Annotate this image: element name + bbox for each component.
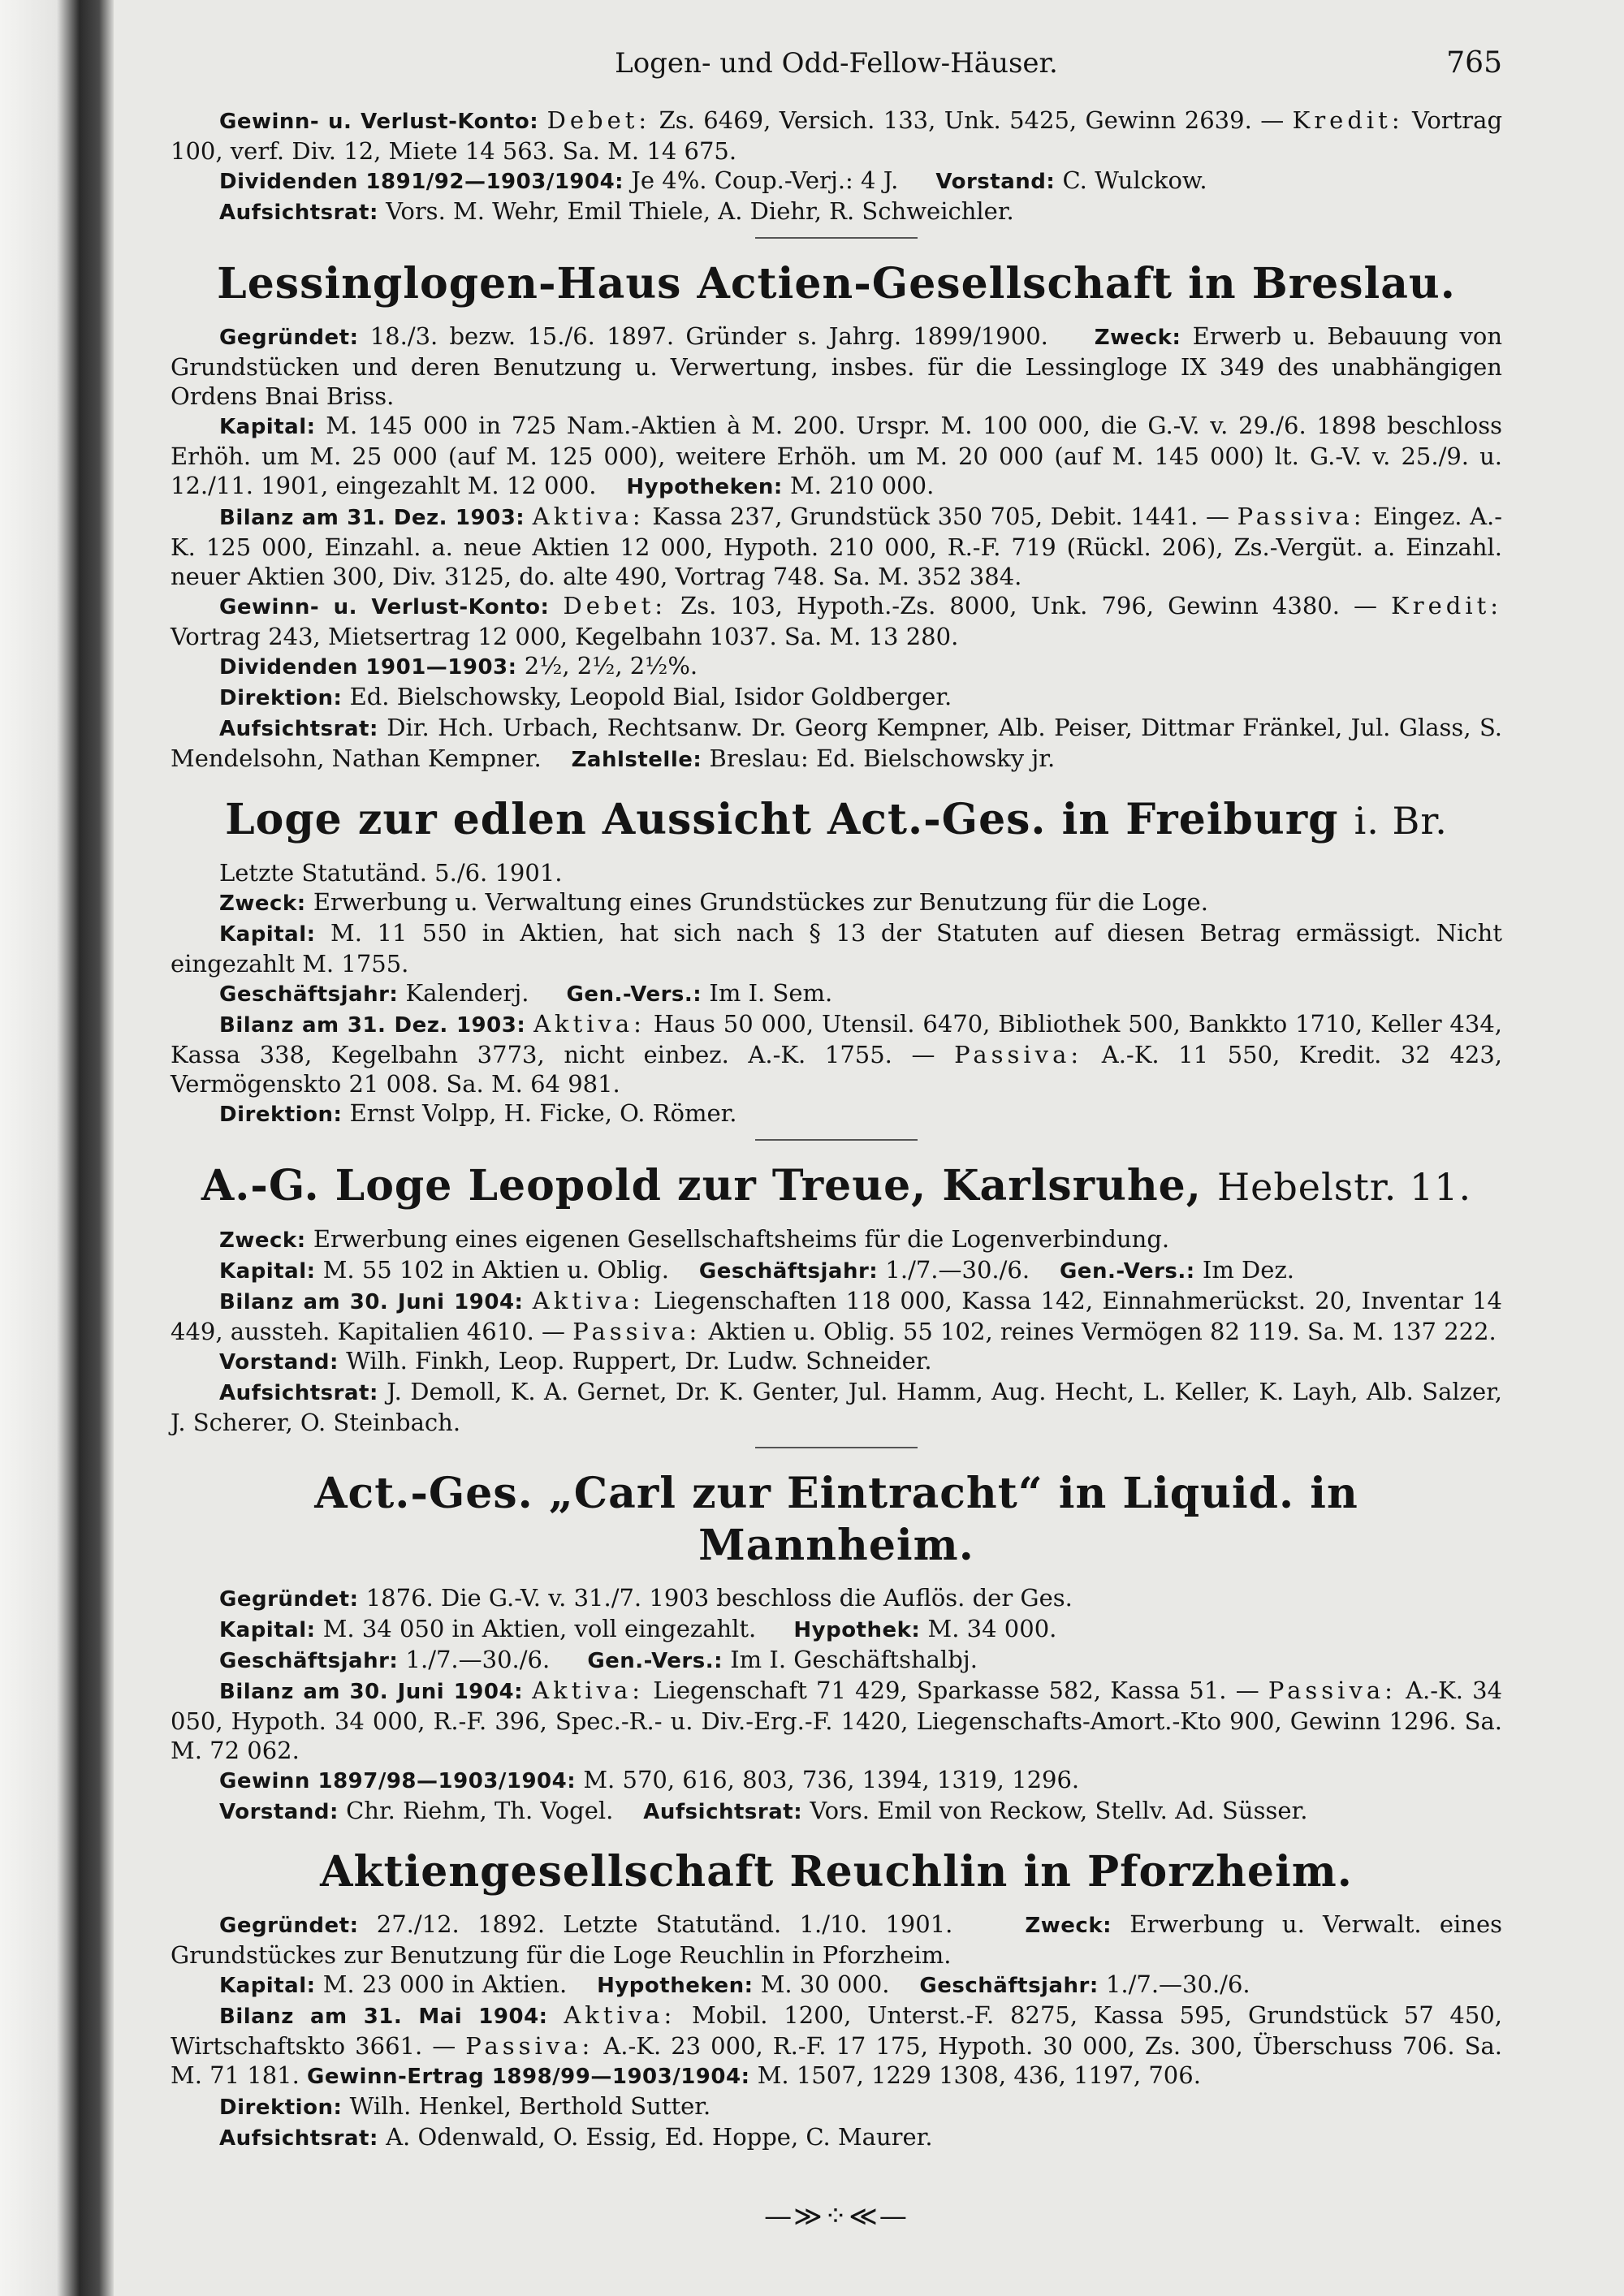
capital-paragraph: Kapital: M. 55 102 in Aktien u. Oblig. Geschäftsjahr: 1./7.—30./6. Gen.-Vers.: Im Dez. [219, 1256, 1294, 1284]
balance-paragraph: Bilanz am 31. Mai 1904: Aktiva: Mobil. 1200, Unterst.-F. 8275, Kassa 595, Grundstück 57 450, Wirtschaftskto 3661. — Passiva: A.-K. 23 000, R.-F. 17 175, Hypoth. 30 000, Zs. 300, Überschuss 706. Sa. M. 71 181. Gewinn-Ertrag 1898/99—1903/1904: M. 1507, 1229 1308, 436, 1197, 706. [171, 2001, 1503, 2089]
supervisory-board-paragraph: Aufsichtsrat: A. Odenwald, O. Essig, Ed. Hoppe, C. Maurer. [219, 2123, 933, 2151]
board-paragraph: Direktion: Wilh. Henkel, Berthold Sutter. [219, 2092, 711, 2120]
gv-paragraph: Gewinn- u. Verlust-Konto: Debet: Zs. 103, Hypoth.-Zs. 8000, Unk. 796, Gewinn 4380. — Kredit: Vortrag 243, Mietsertrag 12 000, Kegelbahn 1037. Sa. M. 13 280. [171, 592, 1503, 650]
section-divider [755, 1139, 918, 1141]
board-paragraph: Direktion: Ernst Volpp, H. Ficke, O. Römer. [219, 1099, 737, 1127]
founding-paragraph: Gegründet: 18./3. bezw. 15./6. 1897. Gründer s. Jahrg. 1899/1900. Zweck: Erwerb u. Bebauung von Grundstücken und deren Benutzung u. Verwertung, insbes. für die Lessingloge IX 349 des unabhängigen Ordens Bnai Briss. [171, 322, 1503, 410]
executive-board-paragraph: Vorstand: Chr. Riehm, Th. Vogel. Aufsichtsrat: Vors. Emil von Reckow, Stellv. Ad. Süsser. [219, 1797, 1308, 1824]
entry-title: Loge zur edlen Aussicht Act.-Ges. in Freiburg i. Br. [225, 795, 1448, 844]
balance-paragraph: Bilanz am 31. Dez. 1903: Aktiva: Kassa 237, Grundstück 350 705, Debit. 1441. — Passiva: Eingez. A.-K. 125 000, Einzahl. a. neue Aktien 12 000, Hypoth. 210 000, R.-F. 719 (Rückl. 206), Zs.-Vergüt. a. Einzahl. neuer Aktien 300, Div. 3125, do. alte 490, Vortrag 748. Sa. M. 352 384. [171, 503, 1503, 590]
running-title: Logen- und Odd-Fellow-Häuser. [615, 47, 1058, 80]
entry-title: A.-G. Loge Leopold zur Treue, Karlsruhe, Hebelstr. 11. [201, 1161, 1472, 1211]
section-divider [755, 237, 918, 239]
founding-paragraph: Gegründet: 27./12. 1892. Letzte Statutänd. 1./10. 1901. Zweck: Erwerbung u. Verwalt. eines Grundstückes zur Benutzung für die Loge Reuchlin in Pforzheim. [171, 1910, 1503, 1969]
page-number: 765 [1446, 46, 1502, 80]
balance-paragraph: Bilanz am 31. Dez. 1903: Aktiva: Haus 50 000, Utensil. 6470, Bibliothek 500, Bankkto 1710, Keller 434, Kassa 338, Kegelbahn 3773, nicht einbez. A.-K. 1755. — Passiva: A.-K. 11 550, Kredit. 32 423, Vermögenskto 21 008. Sa. M. 64 981. [171, 1010, 1503, 1098]
founding-paragraph: Gegründet: 1876. Die G.-V. v. 31./7. 1903 beschloss die Auflös. der Ges. [219, 1584, 1073, 1612]
entry-loge-edlen-aussicht [171, 794, 1502, 1141]
gv-paragraph: Gewinn- u. Verlust-Konto: Debet: Zs. 6469, Versich. 133, Unk. 5425, Gewinn 2639. — Kredit: Vortrag 100, verf. Div. 12, Miete 14 563. Sa. M. 14 675. [171, 106, 1503, 165]
board-paragraph: Direktion: Ed. Bielschowsky, Leopold Bial, Isidor Goldberger. [219, 683, 952, 710]
executive-board-paragraph: Vorstand: Wilh. Finkh, Leop. Ruppert, Dr. Ludw. Schneider. [219, 1347, 932, 1375]
capital-paragraph: Kapital: M. 11 550 in Aktien, hat sich nach § 13 der Statuten auf diesen Betrag ermässigt. Nicht eingezahlt M. 1755. [171, 919, 1502, 978]
dividend-paragraph: Dividenden 1891/92—1903/1904: Je 4%. Coup.-Verj.: 4 J. Vorstand: C. Wulckow. [219, 166, 1207, 194]
dividend-paragraph: Dividenden 1901—1903: 2½, 2½, 2½%. [219, 652, 698, 680]
profit-paragraph: Gewinn 1897/98—1903/1904: M. 570, 616, 803, 736, 1394, 1319, 1296. [219, 1766, 1080, 1793]
balance-paragraph: Bilanz am 30. Juni 1904: Aktiva: Liegenschaften 118 000, Kassa 142, Einnahmerückst. 20, Inventar 14 449, aussteh. Kapitalien 4610. — Passiva: Aktien u. Oblig. 55 102, reines Vermögen 82 119. Sa. M. 137 222. [171, 1287, 1503, 1345]
running-head [171, 46, 1502, 106]
entry-title: Aktiengesellschaft Reuchlin in Pforzheim. [320, 1847, 1353, 1897]
balance-paragraph: Bilanz am 30. Juni 1904: Aktiva: Liegenschaft 71 429, Sparkasse 582, Kassa 51. — Passiva: A.-K. 34 050, Hypoth. 34 000, R.-F. 396, Spec.-R.- u. Div.-Erg.-F. 1420, Liegenschafts-Amort.-Kto 900, Gewinn 1296. Sa. M. 72 062. [171, 1677, 1503, 1764]
entry-continuation [171, 106, 1502, 239]
purpose-paragraph: Zweck: Erwerbung u. Verwaltung eines Grundstückes zur Benutzung für die Loge. [219, 888, 1208, 916]
end-ornament: —≫⁘≪— [764, 2200, 909, 2233]
book-spine-shadow [0, 0, 114, 2296]
section-divider [755, 1447, 918, 1448]
capital-paragraph: Kapital: M. 23 000 in Aktien. Hypotheken: M. 30 000. Geschäftsjahr: 1./7.—30./6. [219, 1970, 1250, 1998]
entry-reuchlin-pforzheim [171, 1846, 1502, 2153]
entry-lessinglogen-breslau [171, 258, 1502, 775]
capital-paragraph: Kapital: M. 145 000 in 725 Nam.-Aktien à M. 200. Urspr. M. 100 000, die G.-V. v. 29./6. 1898 beschloss Erhöh. um M. 25 000 (auf M. 125 000), weitere Erhöh. um M. 20 000 (auf M. 145 000) lt. G.-V. v. 25./9. u. 12./11. 1901, eingezahlt M. 12 000. Hypotheken: M. 210 000. [171, 412, 1502, 499]
capital-paragraph: Kapital: M. 34 050 in Aktien, voll eingezahlt. Hypothek: M. 34 000. [219, 1615, 1057, 1642]
document-page [171, 46, 1503, 2257]
entry-title: Act.-Ges. „Carl zur Eintracht“ in Liquid. in Mannheim. [314, 1469, 1358, 1570]
entry-carl-zur-eintracht [171, 1468, 1502, 1827]
entry-loge-leopold-karlsruhe [171, 1160, 1502, 1448]
entry-title: Lessinglogen-Haus Actien-Gesellschaft in Breslau. [217, 259, 1456, 309]
supervisory-board-paragraph: Aufsichtsrat: Vors. M. Wehr, Emil Thiele, A. Diehr, R. Schweichler. [219, 197, 1014, 225]
purpose-paragraph: Zweck: Erwerbung eines eigenen Gesellschaftsheims für die Logenverbindung. [219, 1225, 1170, 1253]
supervisory-board-paragraph: Aufsichtsrat: J. Demoll, K. A. Gernet, Dr. K. Genter, Jul. Hamm, Aug. Hecht, L. Keller, K. Layh, Alb. Salzer, J. Scherer, O. Steinbach. [171, 1378, 1503, 1436]
statute-paragraph: Letzte Statutänd. 5./6. 1901. [219, 859, 563, 887]
supervisory-board-paragraph: Aufsichtsrat: Dir. Hch. Urbach, Rechtsanw. Dr. Georg Kempner, Alb. Peiser, Dittmar Fränkel, Jul. Glass, S. Mendelsohn, Nathan Kempner. Zahlstelle: Breslau: Ed. Bielschowsky jr. [171, 714, 1503, 772]
fiscal-year-paragraph: Geschäftsjahr: Kalenderj. Gen.-Vers.: Im I. Sem. [219, 979, 833, 1007]
fiscal-year-paragraph: Geschäftsjahr: 1./7.—30./6. Gen.-Vers.: Im I. Geschäftshalbj. [219, 1646, 978, 1673]
